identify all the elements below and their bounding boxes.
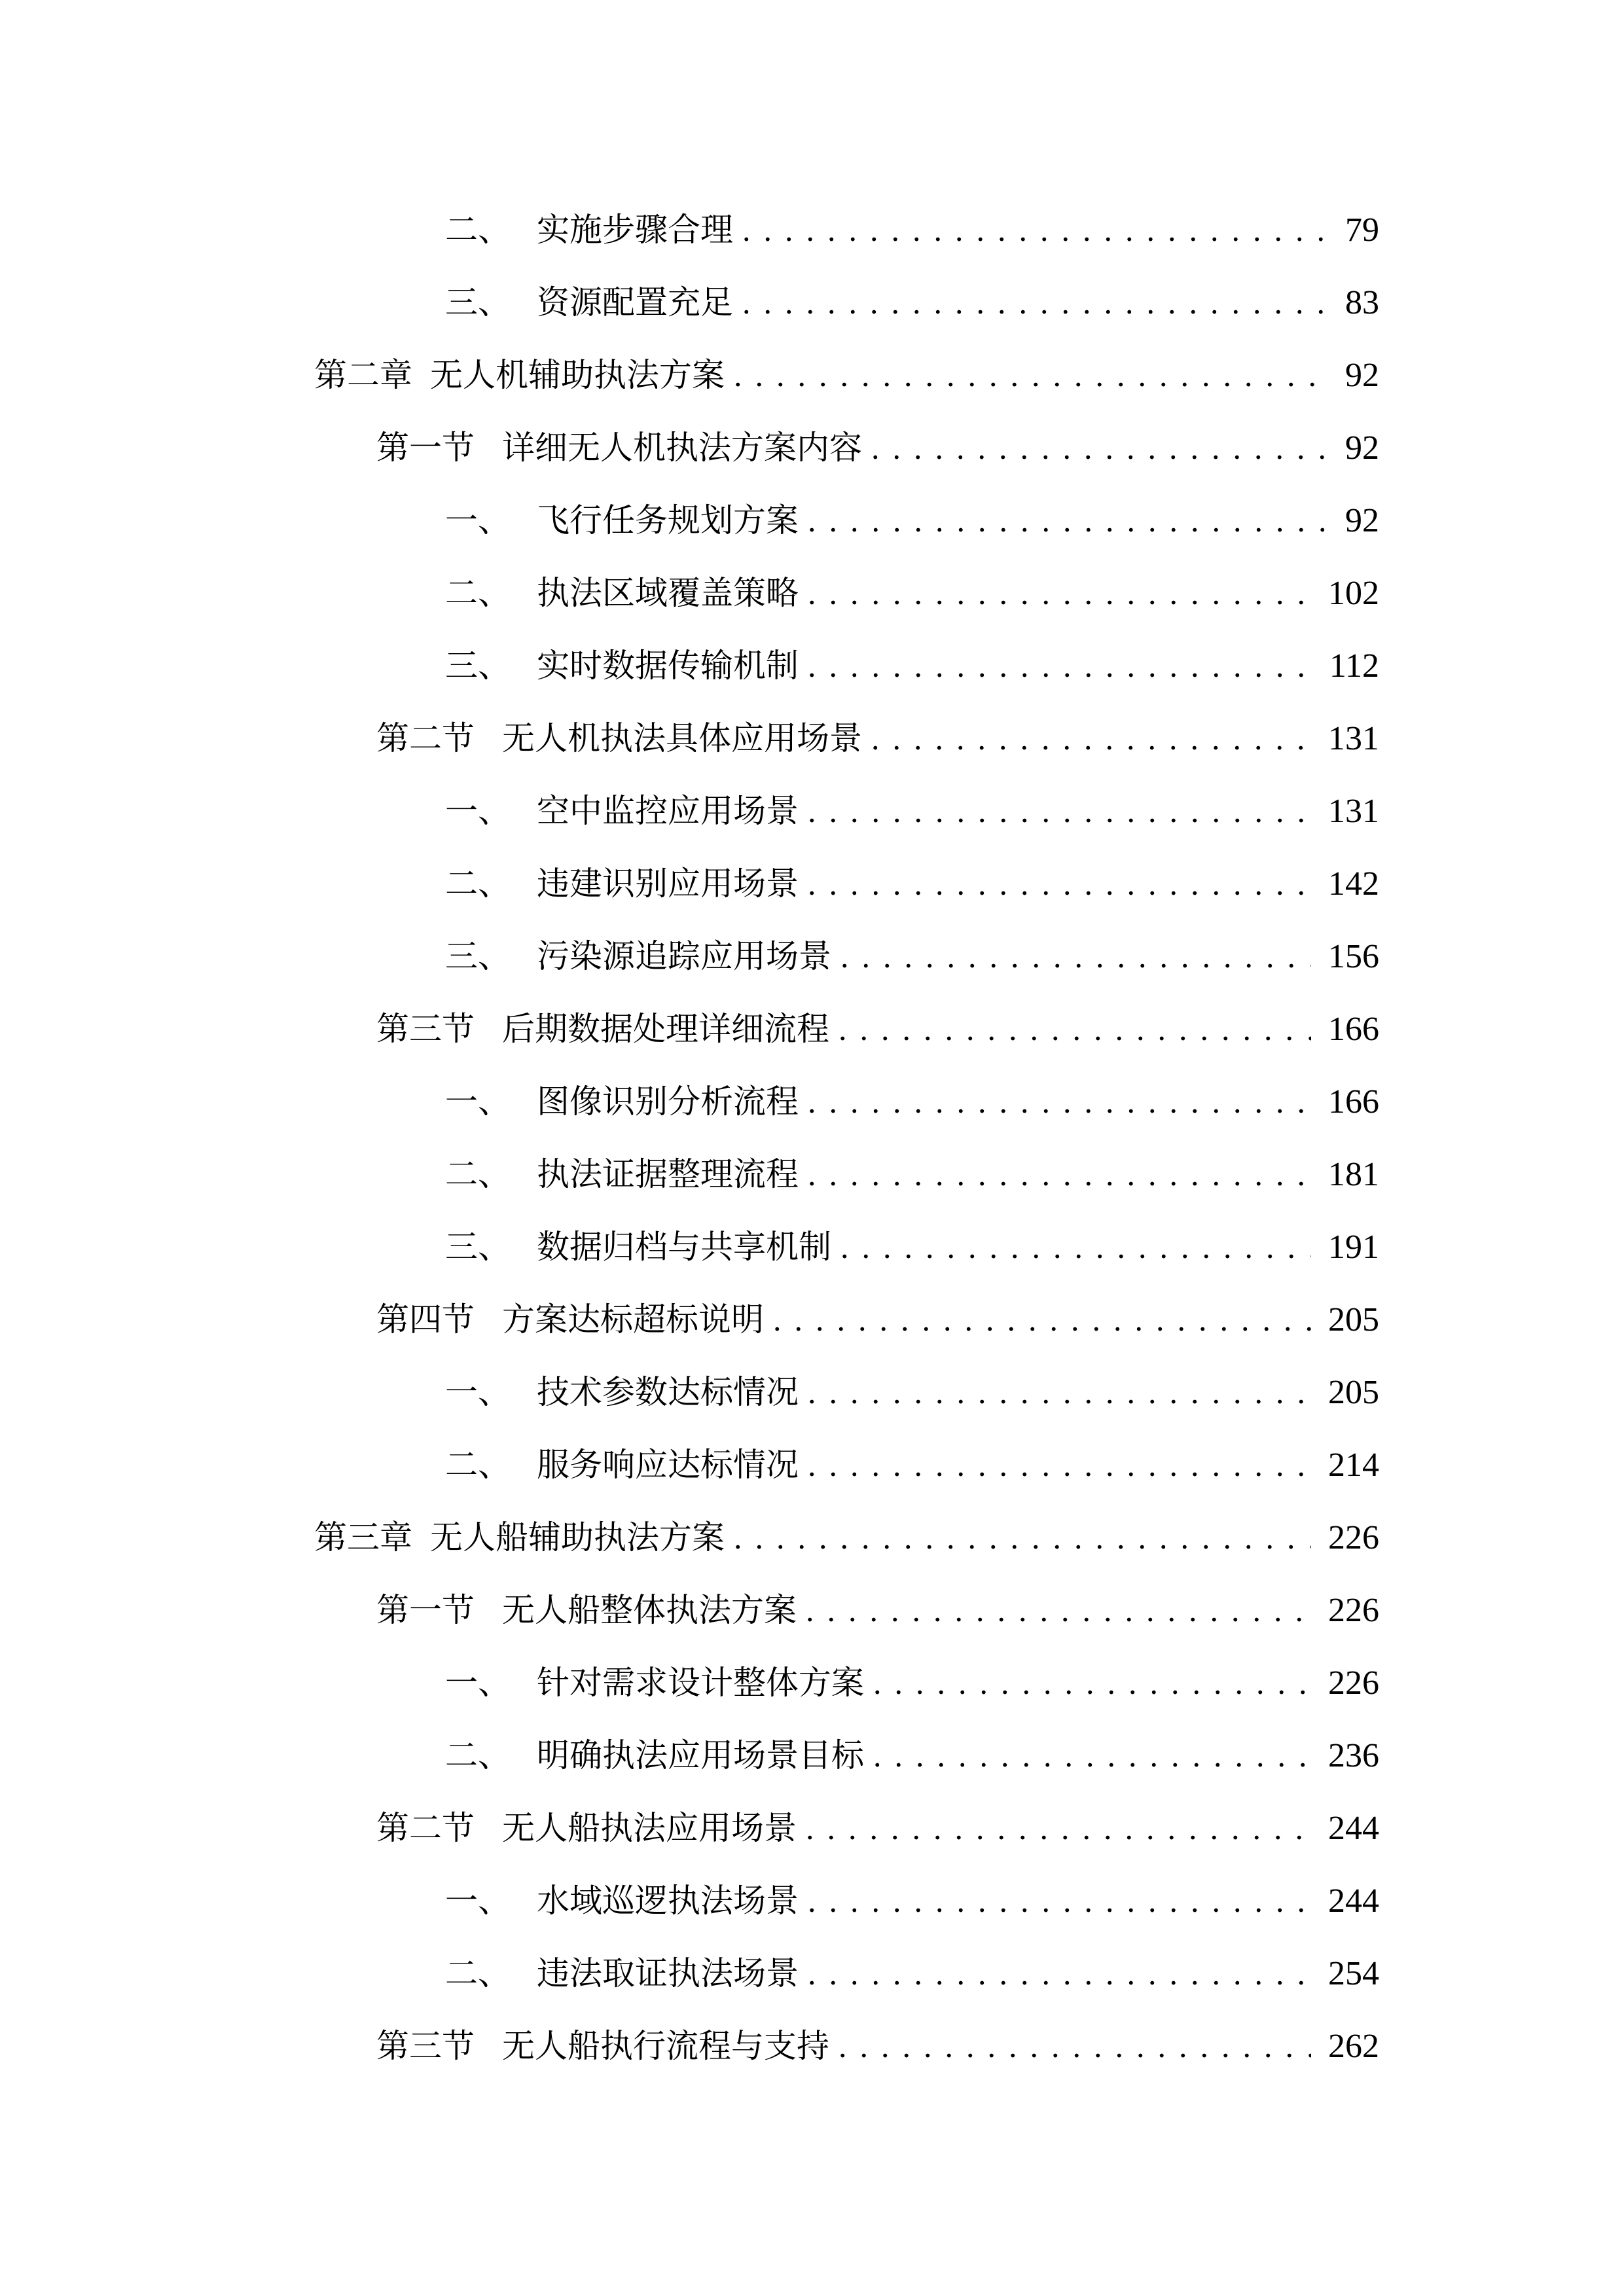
toc-dot-leader (808, 848, 1311, 920)
toc-entry[interactable] (0, 339, 1624, 412)
toc-dot-leader (839, 2010, 1311, 2083)
toc-entry[interactable] (0, 194, 1624, 266)
toc-entry-number: 第一节 (376, 429, 475, 466)
toc-dot-leader (871, 412, 1328, 484)
toc-entry[interactable] (0, 993, 1624, 1066)
toc-entry-page: 181 (1328, 1156, 1379, 1193)
toc-dot-leader (808, 557, 1311, 630)
toc-dot-leader (734, 339, 1328, 412)
toc-entry-number: 二、 (445, 1955, 511, 1992)
toc-entry[interactable] (0, 1574, 1624, 1647)
toc-entry[interactable] (0, 848, 1624, 920)
toc-entry[interactable] (0, 775, 1624, 848)
toc-entry[interactable] (0, 702, 1624, 775)
toc-entry-number: 第三节 (376, 2028, 475, 2064)
toc-entry-number: 一、 (445, 793, 511, 829)
toc-entry-number: 二、 (445, 1737, 511, 1774)
toc-entry-title: 图像识别分析流程 (537, 1083, 799, 1120)
toc-entry-title: 数据归档与共享机制 (537, 1229, 831, 1265)
toc-entry[interactable] (0, 1211, 1624, 1283)
toc-entry-title: 执法区域覆盖策略 (537, 575, 799, 611)
toc-entry-number: 一、 (445, 1083, 511, 1120)
toc-entry-page: 205 (1328, 1301, 1379, 1338)
toc-entry-page: 226 (1328, 1664, 1379, 1702)
toc-entry[interactable] (0, 557, 1624, 630)
toc-entry-number: 二、 (445, 1446, 511, 1483)
toc-entry-page: 131 (1328, 793, 1379, 830)
toc-entry-number: 三、 (445, 647, 511, 684)
toc-entry-number: 一、 (445, 1882, 511, 1919)
toc-dot-leader (873, 1719, 1311, 1792)
toc-entry[interactable] (0, 1647, 1624, 1719)
toc-entry-page: 79 (1345, 211, 1379, 249)
toc-entry-number: 二、 (445, 865, 511, 902)
toc-dot-leader (871, 702, 1311, 775)
toc-entry-title: 污染源追踪应用场景 (537, 938, 831, 975)
toc-dot-leader (808, 1138, 1311, 1211)
toc-entry-page: 131 (1328, 720, 1379, 757)
toc-entry-title: 无人船整体执法方案 (502, 1592, 797, 1628)
toc-entry-title: 服务响应达标情况 (537, 1446, 799, 1483)
toc-entry-title: 无人机辅助执法方案 (430, 357, 725, 393)
toc-entry-title: 技术参数达标情况 (537, 1374, 799, 1410)
toc-entry[interactable] (0, 1283, 1624, 1356)
toc-entry-page: 102 (1328, 575, 1379, 612)
toc-entry-page: 236 (1328, 1737, 1379, 1774)
toc-dot-leader (808, 1356, 1311, 1429)
toc-entry-number: 第三章 (314, 1519, 412, 1556)
toc-dot-leader (808, 484, 1328, 557)
toc-entry[interactable] (0, 1792, 1624, 1865)
toc-entry-title: 违建识别应用场景 (537, 865, 799, 902)
toc-entry[interactable] (0, 630, 1624, 702)
toc-dot-leader (808, 630, 1312, 702)
toc-entry-number: 三、 (445, 938, 511, 975)
toc-entry-number: 二、 (445, 575, 511, 611)
toc-entry-number: 三、 (445, 284, 511, 321)
toc-entry-title: 无人船执行流程与支持 (502, 2028, 829, 2064)
toc-entry-page: 83 (1345, 284, 1379, 321)
toc-dot-leader (734, 1501, 1311, 1574)
toc-entry-number: 第三节 (376, 1011, 475, 1047)
toc-dot-leader (873, 1647, 1311, 1719)
toc-entry-page: 214 (1328, 1446, 1379, 1484)
toc-entry[interactable] (0, 2010, 1624, 2083)
toc-entry-title: 明确执法应用场景目标 (537, 1737, 864, 1774)
toc-entry[interactable] (0, 1356, 1624, 1429)
toc-entry-number: 第四节 (376, 1301, 475, 1338)
toc-entry-title: 水域巡逻执法场景 (537, 1882, 799, 1919)
toc-entry-number: 第一节 (376, 1592, 475, 1628)
toc-entry[interactable] (0, 1429, 1624, 1501)
toc-dot-leader (773, 1283, 1311, 1356)
toc-entry[interactable] (0, 1865, 1624, 1937)
toc-entry-number: 第二节 (376, 720, 475, 757)
toc-entry-page: 205 (1328, 1374, 1379, 1411)
toc-dot-leader (808, 1865, 1311, 1937)
toc-dot-leader (806, 1792, 1311, 1865)
toc-entry-title: 后期数据处理详细流程 (502, 1011, 829, 1047)
toc-entry-title: 无人船辅助执法方案 (430, 1519, 725, 1556)
toc-entry-title: 针对需求设计整体方案 (537, 1664, 864, 1701)
toc-dot-leader (840, 1211, 1311, 1283)
toc-entry-page: 262 (1328, 2028, 1379, 2065)
toc-entry-page: 226 (1328, 1592, 1379, 1629)
toc-entry-number: 一、 (445, 1374, 511, 1410)
toc-entry[interactable] (0, 1501, 1624, 1574)
toc-entry-title: 实施步骤合理 (537, 211, 733, 248)
toc-entry[interactable] (0, 1066, 1624, 1138)
toc-entry-title: 无人船执法应用场景 (502, 1810, 797, 1846)
toc-entry-title: 空中监控应用场景 (537, 793, 799, 829)
toc-entry-title: 方案达标超标说明 (502, 1301, 764, 1338)
toc-entry[interactable] (0, 266, 1624, 339)
toc-dot-leader (840, 920, 1311, 993)
toc-entry-number: 第二节 (376, 1810, 475, 1846)
toc-entry-page: 244 (1328, 1882, 1379, 1920)
toc-dot-leader (742, 266, 1328, 339)
toc-entry[interactable] (0, 920, 1624, 993)
toc-entry-title: 详细无人机执法方案内容 (502, 429, 862, 466)
toc-entry-number: 二、 (445, 211, 511, 248)
toc-entry-page: 244 (1328, 1810, 1379, 1847)
toc-entry-title: 无人机执法具体应用场景 (502, 720, 862, 757)
toc-dot-leader (806, 1574, 1311, 1647)
toc-entry-number: 一、 (445, 502, 511, 539)
toc-entry-title: 执法证据整理流程 (537, 1156, 799, 1193)
toc-entry-page: 112 (1329, 647, 1379, 685)
toc-entry-page: 166 (1328, 1011, 1379, 1048)
toc-entry-page: 92 (1345, 502, 1379, 539)
toc-entry-title: 飞行任务规划方案 (537, 502, 799, 539)
toc-entry-title: 资源配置充足 (537, 284, 733, 321)
toc-entry-number: 第二章 (314, 357, 412, 393)
toc-dot-leader (808, 1066, 1311, 1138)
toc-dot-leader (808, 1937, 1311, 2010)
toc-entry-page: 142 (1328, 865, 1379, 903)
toc-entry-number: 一、 (445, 1664, 511, 1701)
toc-entry[interactable] (0, 412, 1624, 484)
toc-entry-title: 违法取证执法场景 (537, 1955, 799, 1992)
toc-entry-page: 254 (1328, 1955, 1379, 1992)
toc-entry[interactable] (0, 1138, 1624, 1211)
toc-entry-page: 226 (1328, 1519, 1379, 1556)
toc-entry-page: 166 (1328, 1083, 1379, 1121)
toc-entry-number: 二、 (445, 1156, 511, 1193)
toc-entry-page: 191 (1328, 1229, 1379, 1266)
toc-entry-page: 156 (1328, 938, 1379, 975)
toc-entry[interactable] (0, 1719, 1624, 1792)
toc-dot-leader (742, 194, 1328, 266)
toc-dot-leader (808, 1429, 1311, 1501)
toc-entry-number: 三、 (445, 1229, 511, 1265)
toc-entry-page: 92 (1345, 357, 1379, 394)
toc-dot-leader (839, 993, 1311, 1066)
toc-entry-page: 92 (1345, 429, 1379, 467)
toc-entry-title: 实时数据传输机制 (537, 647, 799, 684)
toc-dot-leader (808, 775, 1311, 848)
toc-entry[interactable] (0, 484, 1624, 557)
toc-entry[interactable] (0, 1937, 1624, 2010)
